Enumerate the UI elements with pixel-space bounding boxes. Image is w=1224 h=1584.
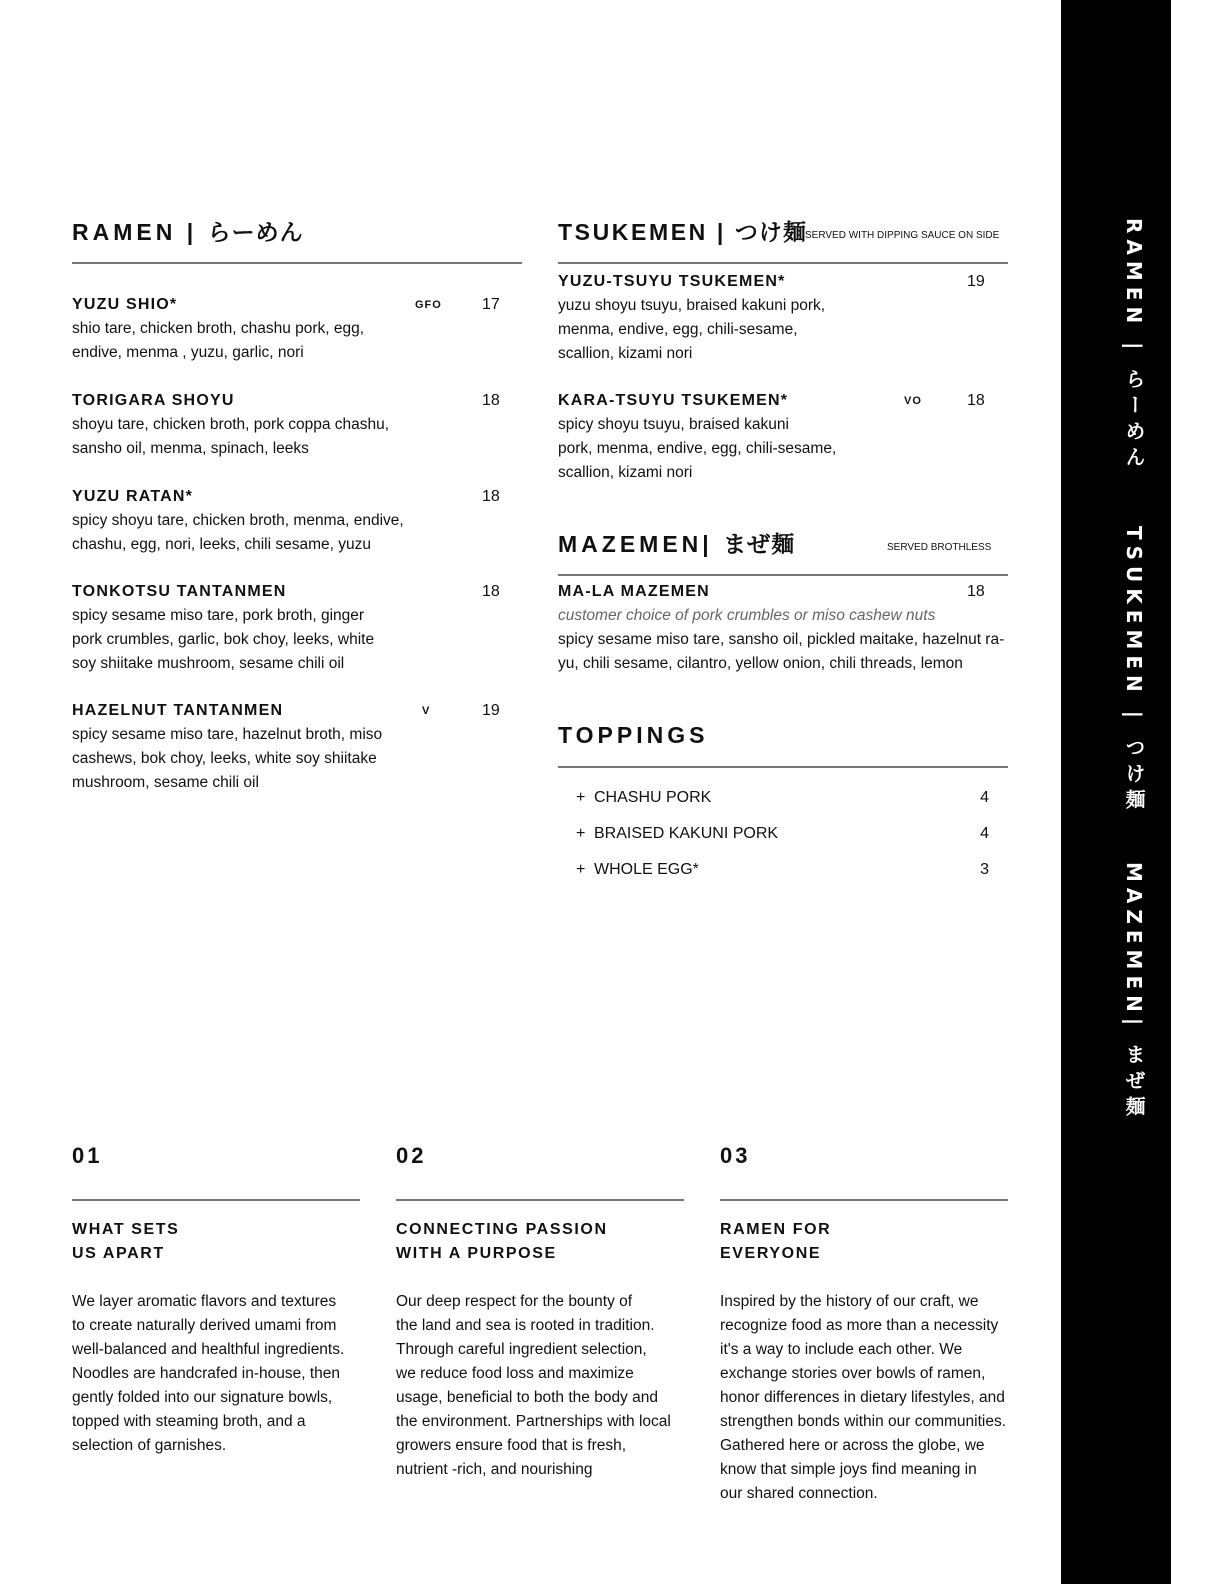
item-price: 18 (482, 488, 500, 505)
topping-item (576, 786, 989, 810)
title-divider: | (702, 531, 713, 557)
column-body-line: growers ensure food that is fresh, (396, 1437, 627, 1454)
column-body-line: we reduce food loss and maximize (396, 1365, 634, 1382)
toppings-divider (558, 766, 1008, 768)
item-desc-line: endive, menma , yuzu, garlic, nori (72, 344, 304, 361)
item-name: MA-LA MAZEMEN (558, 583, 710, 600)
item-note: customer choice of pork crumbles or miso cashew nuts (558, 607, 936, 624)
topping-item (576, 858, 989, 882)
column-body-line: know that simple joys find meaning in (720, 1461, 977, 1478)
column-body (720, 1290, 1020, 1506)
item-desc-line: scallion, kizami nori (558, 345, 693, 362)
item-desc-line: soy shiitake mushroom, sesame chili oil (72, 655, 345, 672)
item-name: YUZU-TSUYU TSUKEMEN* (558, 273, 786, 290)
item-desc-line: sansho oil, menma, spinach, leeks (72, 440, 309, 457)
tsukemen-section-title (558, 218, 807, 247)
title-divider: | (186, 219, 198, 245)
item-name: YUZU RATAN* (72, 488, 194, 505)
column-body (72, 1290, 372, 1458)
item-price: 17 (482, 296, 500, 313)
item-desc-line: spicy sesame miso tare, sansho oil, pickled maitake, hazelnut ra- (558, 631, 1005, 648)
column-body-line: strengthen bonds within our communities. (720, 1413, 1007, 1430)
column-body-line: selection of garnishes. (72, 1437, 227, 1454)
column-title-line: WITH A PURPOSE (396, 1245, 557, 1262)
plus-icon: + (576, 861, 586, 878)
column-number: 02 (396, 1143, 427, 1168)
ramen-title-jp: らーめん (207, 220, 304, 246)
column-divider (720, 1199, 1008, 1201)
column-title-line: RAMEN FOR (720, 1221, 832, 1238)
item-desc-line: yu, chili sesame, cilantro, yellow onion, chili threads, lemon (558, 655, 963, 672)
column-number: 01 (72, 1143, 103, 1168)
column-title-line: EVERYONE (720, 1245, 822, 1262)
column-divider (396, 1199, 684, 1201)
item-desc-line: chashu, egg, nori, leeks, chili sesame, yuzu (72, 536, 371, 553)
column-title (720, 1218, 1020, 1266)
column-body-line: to create naturally derived umami from (72, 1317, 337, 1334)
ramen-section-title (72, 218, 304, 247)
item-desc-line: spicy sesame miso tare, pork broth, ginger (72, 607, 365, 624)
item-price: 18 (482, 392, 500, 409)
mazemen-title-jp: まぜ麺 (723, 532, 796, 558)
item-price: 18 (967, 392, 985, 409)
item-name: TORIGARA SHOYU (72, 392, 235, 409)
item-desc-line: spicy shoyu tare, chicken broth, menma, endive, (72, 512, 404, 529)
item-desc-line: cashews, bok choy, leeks, white soy shiitake (72, 750, 377, 767)
side-label-ramen: RAMEN | らーめん (1122, 218, 1146, 473)
plus-icon: + (576, 789, 586, 806)
title-divider: | (716, 219, 726, 245)
item-desc-line: shoyu tare, chicken broth, pork coppa chashu, (72, 416, 390, 433)
column-body-line: the environment. Partnerships with local (396, 1413, 671, 1430)
column-body (396, 1290, 696, 1482)
item-name: KARA-TSUYU TSUKEMEN* (558, 392, 789, 409)
side-label-tsukemen: TSUKEMEN | つけ麺 (1122, 526, 1146, 815)
side-strip (1061, 0, 1171, 1584)
item-price: 18 (967, 583, 985, 600)
item-desc-line: pork crumbles, garlic, bok choy, leeks, white (72, 631, 375, 648)
column-divider (72, 1199, 360, 1201)
column-body-line: Noodles are handcrafed in-house, then (72, 1365, 340, 1382)
tsukemen-title-jp: つけ麺 (734, 220, 807, 246)
plus-icon: + (576, 825, 586, 842)
item-price: 19 (482, 702, 500, 719)
item-name: TONKOTSU TANTANMEN (72, 583, 287, 600)
item-price: 19 (967, 273, 985, 290)
menu-item-yuzu-tsuyu-tsukemen (558, 270, 988, 366)
mazemen-note: SERVED BROTHLESS (887, 542, 992, 553)
column-body-line: gently folded into our signature bowls, (72, 1389, 333, 1406)
item-name: YUZU SHIO* (72, 296, 178, 313)
side-label-mazemen: MAZEMEN| まぜ麺 (1122, 862, 1146, 1123)
column-body-line: the land and sea is rooted in tradition. (396, 1317, 655, 1334)
column-body-line: usage, beneficial to both the body and (396, 1389, 658, 1406)
topping-name: CHASHU PORK (594, 789, 712, 806)
mazemen-section-title (558, 530, 795, 559)
item-price: 18 (482, 583, 500, 600)
ramen-title: RAMEN (72, 219, 177, 245)
mazemen-divider (558, 574, 1008, 576)
item-desc-line: yuzu shoyu tsuyu, braised kakuni pork, (558, 297, 826, 314)
diet-tag: GFO (415, 299, 442, 311)
column-body-line: honor differences in dietary lifestyles, and (720, 1389, 1005, 1406)
column-title (396, 1218, 696, 1266)
tsukemen-divider (558, 262, 1008, 264)
topping-name: WHOLE EGG* (594, 861, 699, 878)
column-title (72, 1218, 372, 1266)
column-body-line: nutrient -rich, and nourishing (396, 1461, 593, 1478)
column-body-line: recognize food as more than a necessity (720, 1317, 999, 1334)
item-desc-line: spicy sesame miso tare, hazelnut broth, miso (72, 726, 383, 743)
menu-item-torigara-shoyu (72, 389, 502, 461)
column-number: 03 (720, 1143, 751, 1168)
menu-item-hazelnut-tantanmen (72, 699, 502, 795)
item-desc-line: shio tare, chicken broth, chashu pork, egg, (72, 320, 365, 337)
diet-tag: VO (904, 395, 922, 407)
tsukemen-note: SERVED WITH DIPPING SAUCE ON SIDE (805, 230, 1000, 241)
diet-tag: V (422, 705, 431, 717)
topping-name: BRAISED KAKUNI PORK (594, 825, 779, 842)
column-body-line: well-balanced and healthful ingredients. (72, 1341, 345, 1358)
column-body-line: Through careful ingredient selection, (396, 1341, 647, 1358)
column-body-line: Inspired by the history of our craft, we (720, 1293, 979, 1310)
column-title-line: CONNECTING PASSION (396, 1221, 608, 1238)
column-title-line: US APART (72, 1245, 165, 1262)
mazemen-title: MAZEMEN (558, 531, 703, 557)
menu-item-kara-tsuyu-tsukemen (558, 389, 988, 485)
column-body-line: exchange stories over bowls of ramen, (720, 1365, 986, 1382)
column-body-line: our shared connection. (720, 1485, 878, 1502)
column-body-line: We layer aromatic flavors and textures (72, 1293, 337, 1310)
menu-item-yuzu-shio (72, 293, 502, 365)
item-desc-line: mushroom, sesame chili oil (72, 774, 259, 791)
item-desc-line: scallion, kizami nori (558, 464, 693, 481)
menu-item-yuzu-ratan (72, 485, 502, 557)
column-body-line: Our deep respect for the bounty of (396, 1293, 633, 1310)
toppings-section-title: TOPPINGS (558, 722, 709, 748)
menu-item-tonkotsu-tantanmen (72, 580, 502, 676)
tsukemen-title: TSUKEMEN (558, 219, 708, 245)
topping-price: 3 (980, 861, 989, 878)
ramen-divider (72, 262, 522, 264)
topping-price: 4 (980, 789, 989, 806)
item-desc-line: pork, menma, endive, egg, chili-sesame, (558, 440, 837, 457)
item-desc-line: menma, endive, egg, chili-sesame, (558, 321, 798, 338)
column-body-line: topped with steaming broth, and a (72, 1413, 306, 1430)
topping-price: 4 (980, 825, 989, 842)
column-body-line: it's a way to include each other. We (720, 1341, 963, 1358)
item-desc-line: spicy shoyu tsuyu, braised kakuni (558, 416, 789, 433)
topping-item (576, 822, 989, 846)
column-title-line: WHAT SETS (72, 1221, 180, 1238)
column-body-line: Gathered here or across the globe, we (720, 1437, 985, 1454)
item-name: HAZELNUT TANTANMEN (72, 702, 284, 719)
menu-item-ma-la-mazemen (558, 580, 1008, 676)
